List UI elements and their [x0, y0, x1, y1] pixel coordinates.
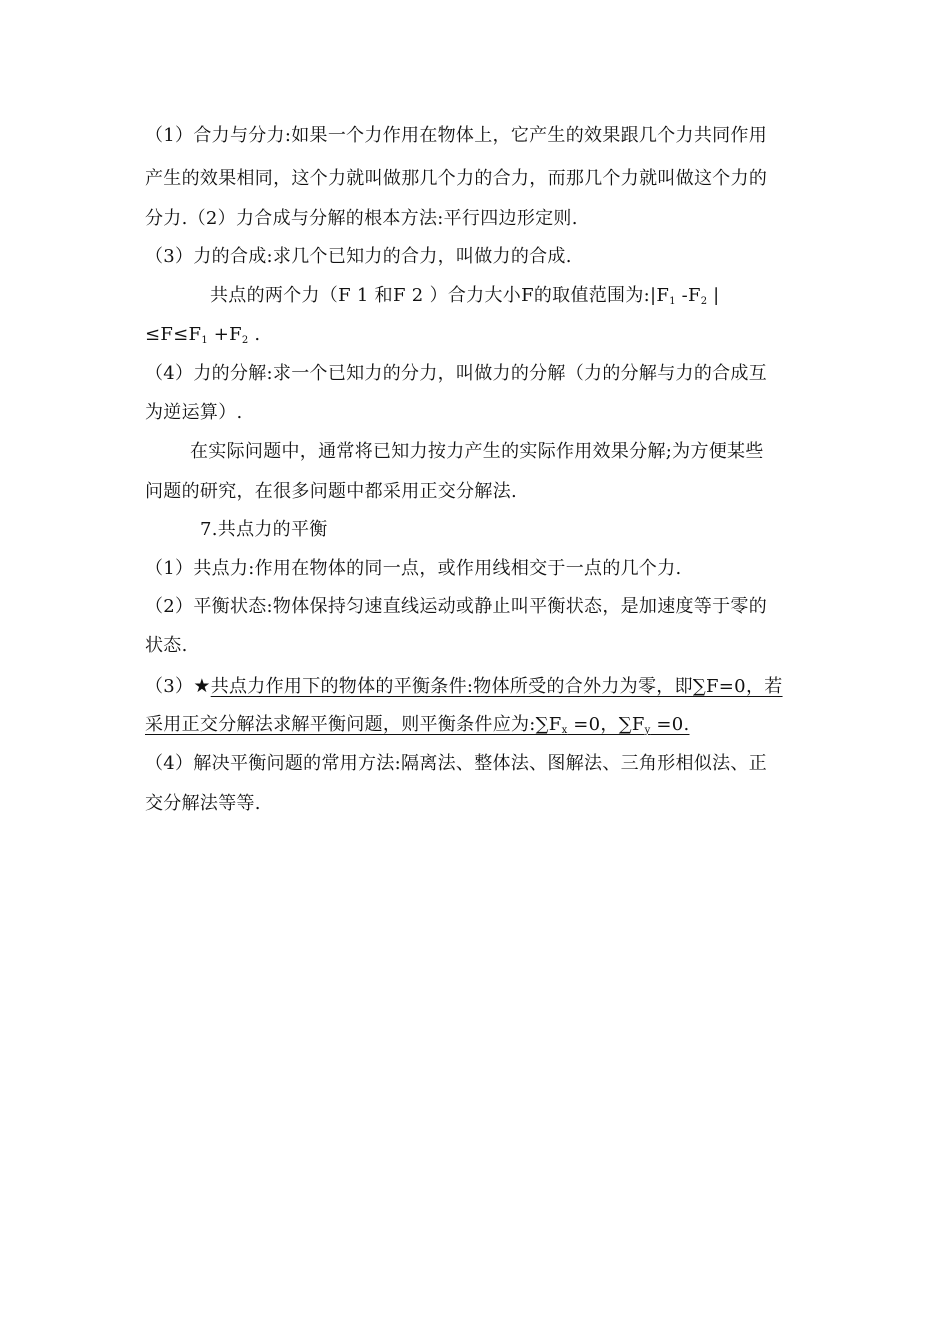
- force-range-line2: [145, 323, 260, 353]
- equilibrium-text-a: 采用正交分解法求解平衡问题，则平衡条件应为:∑F: [145, 714, 562, 735]
- equilibrium-condition-text: 共点力作用下的物体的平衡条件:物体所受的合外力为零，即∑F=0，若: [210, 676, 783, 697]
- para2-line1: （3）力的合成:求几个已知力的合力，叫做力的合成.: [145, 246, 572, 267]
- subscript-2: 2: [700, 296, 708, 307]
- para1-line2: 产生的效果相同，这个力就叫做那几个力的合力，而那几个力就叫做这个力的: [145, 168, 768, 189]
- force-range-text-c: |: [707, 285, 720, 306]
- subscript-2: 2: [241, 335, 249, 346]
- para1-line1: （1）合力与分力:如果一个力作用在物体上，它产生的效果跟几个力共同作用: [145, 125, 768, 146]
- force-range-text-d: ≤F≤F: [145, 324, 202, 345]
- force-range-line1: [210, 284, 720, 314]
- section-heading: 7.共点力的平衡: [200, 519, 328, 540]
- para3-line4: 问题的研究，在很多问题中都采用正交分解法.: [145, 481, 518, 502]
- item2-line2: 状态.: [145, 635, 188, 656]
- force-range-text-a: 共点的两个力（F 1 和F 2 ）合力大小F的取值范围为:|F: [210, 285, 670, 306]
- subscript-1: 1: [201, 335, 208, 346]
- subscript-y: y: [644, 725, 651, 736]
- item3-line1: [145, 674, 783, 699]
- force-range-text-b: -F: [675, 285, 701, 306]
- force-range-text-f: .: [248, 324, 261, 345]
- item1: （1）共点力:作用在物体的同一点，或作用线相交于一点的几个力.: [145, 558, 682, 579]
- equilibrium-condition-text-cont: [145, 714, 690, 735]
- item4-line1: （4）解决平衡问题的常用方法:隔离法、整体法、图解法、三角形相似法、正: [145, 753, 768, 774]
- item4-line2: 交分解法等等.: [145, 793, 261, 814]
- item3-prefix: （3）: [145, 676, 194, 697]
- subscript-x: x: [561, 725, 568, 736]
- item2-line1: （2）平衡状态:物体保持匀速直线运动或静止叫平衡状态，是加速度等于零的: [145, 596, 768, 617]
- equilibrium-text-b: =0，∑F: [567, 714, 645, 735]
- para3-line2: 为逆运算）.: [145, 402, 243, 423]
- para3-line1: （4）力的分解:求一个已知力的分力，叫做力的分解（力的分解与力的合成互: [145, 363, 768, 384]
- para1-line3: 分力.（2）力合成与分解的根本方法:平行四边形定则.: [145, 208, 578, 229]
- star-icon: ★: [193, 675, 211, 697]
- para3-line3: 在实际问题中，通常将已知力按力产生的实际作用效果分解;为方便某些: [190, 441, 764, 462]
- item3-line2: [145, 713, 690, 743]
- subscript-1: 1: [669, 296, 676, 307]
- equilibrium-text-c: =0.: [650, 714, 690, 735]
- force-range-text-e: +F: [207, 324, 242, 345]
